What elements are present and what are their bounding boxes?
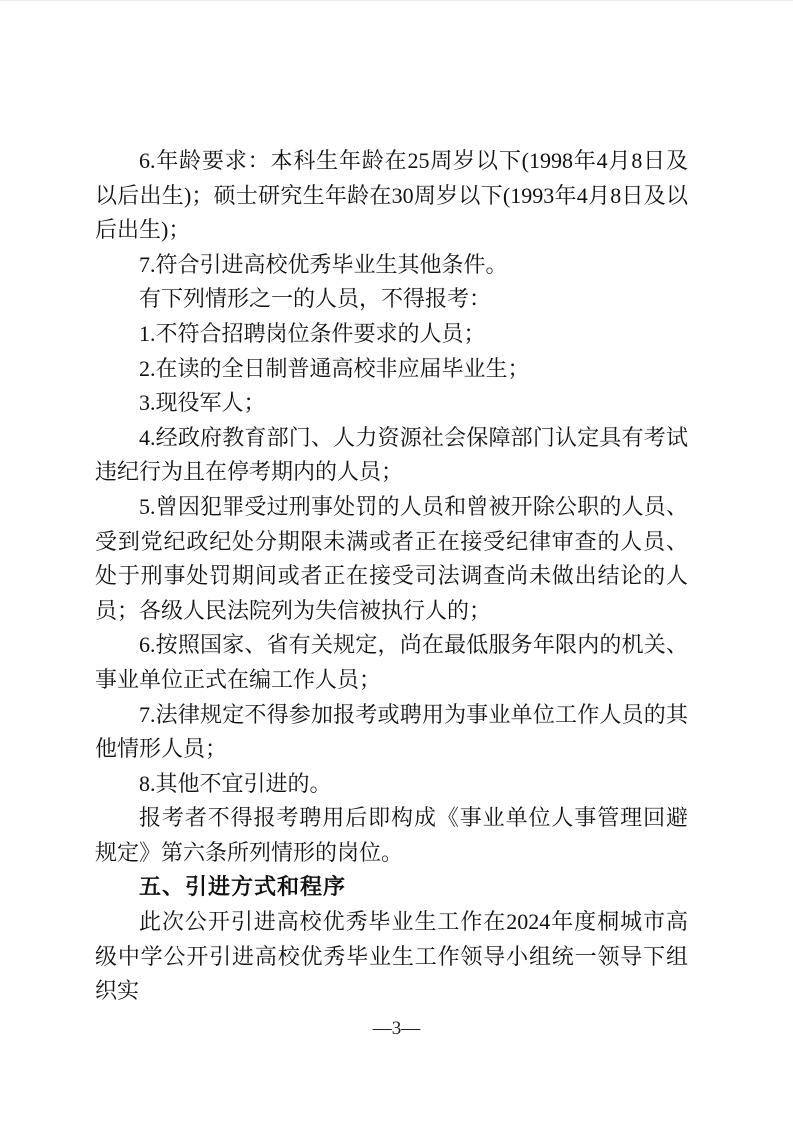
paragraph-ineligible-7: 7.法律规定不得参加报考或聘用为事业单位工作人员的其他情形人员；: [95, 701, 688, 762]
paragraph-ineligible-4: 4.经政府教育部门、人力资源社会保障部门认定具有考试违纪行为且在停考期内的人员；: [95, 424, 688, 485]
paragraph-ineligible-2: 2.在读的全日制普通高校非应届毕业生；: [139, 355, 530, 381]
paragraph-ineligible-1: 1.不符合招聘岗位条件要求的人员；: [139, 320, 486, 346]
paragraph-avoidance-rule: 报考者不得报考聘用后即构成《事业单位人事管理回避规定》第六条所列情形的岗位。: [95, 805, 688, 865]
paragraph-ineligible-intro: 有下列情形之一的人员，不得报考：: [139, 286, 492, 312]
page-number: —3—: [372, 1018, 421, 1039]
section-heading-5: 五、引进方式和程序: [139, 874, 347, 900]
paragraph-process-intro: 此次公开引进高校优秀毕业生工作在2024年度桐城市高级中学公开引进高校优秀毕业生工作领导小组统一领导下组织实: [95, 909, 688, 1004]
document-body: [95, 144, 688, 1009]
paragraph-age-requirement: 6.年龄要求：本科生年龄在25周岁以下(1998年4月8日及以后出生)；硕士研究生年龄在30周岁以下(1993年4月8日及以后出生)；: [95, 148, 688, 243]
paragraph-ineligible-8: 8.其他不宜引进的。: [139, 770, 332, 796]
paragraph-ineligible-3: 3.现役军人；: [139, 390, 266, 416]
paragraph-other-conditions: 7.符合引进高校优秀毕业生其他条件。: [139, 251, 508, 277]
paragraph-ineligible-5: 5.曾因犯罪受过刑事处罚的人员和曾被开除公职的人员、受到党纪政纪处分期限未满或者正在接受纪律审查的人员、处于刑事处罚期间或者正在接受司法调查尚未做出结论的人员；各级人民法院列为失信被执行人的；: [95, 493, 688, 623]
paragraph-ineligible-6: 6.按照国家、省有关规定，尚在最低服务年限内的机关、事业单位正式在编工作人员；: [95, 632, 688, 692]
